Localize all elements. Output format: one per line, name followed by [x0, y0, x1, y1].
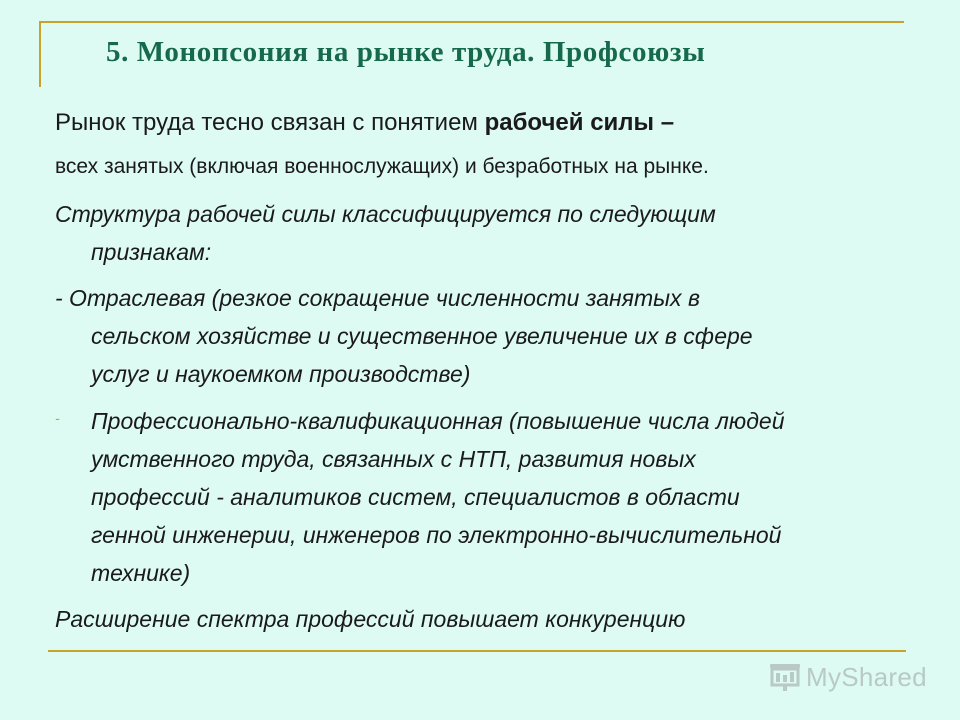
labor-force-definition: всех занятых (включая военнослужащих) и безработных на рынке.: [55, 155, 709, 178]
frame-left-line: [39, 21, 41, 87]
sectoral-line-3: услуг и наукоемком производстве): [91, 361, 471, 387]
labor-force-term: рабочей силы –: [484, 109, 675, 136]
sectoral-line-2: сельском хозяйстве и существенное увеличение их в сфере: [91, 323, 753, 349]
watermark-text: MyShared: [806, 661, 927, 692]
structure-line-1: Структура рабочей силы классифицируется по следующим: [55, 201, 716, 227]
sectoral-line-1: - Отраслевая (резкое сокращение численности занятых в: [55, 285, 700, 311]
professional-line-5: технике): [91, 560, 191, 586]
structure-line-2: признакам:: [91, 239, 212, 265]
professional-line-3: профессий - аналитиков систем, специалистов в области: [91, 484, 740, 510]
labor-market-text: Рынок труда тесно связан с понятием: [55, 109, 485, 136]
watermark-logo: [768, 657, 928, 697]
frame-top-line: [40, 21, 904, 23]
frame-bottom-line: [48, 650, 906, 652]
bullet-marker: -: [55, 410, 60, 426]
conclusion-line: Расширение спектра профессий повышает конкуренцию: [55, 606, 686, 632]
professional-line-4: генной инженерии, инженеров по электронно-вычислительной: [91, 522, 782, 548]
slide-title: 5. Монопсония на рынке труда. Профсоюзы: [106, 36, 706, 68]
professional-line-2: умственного труда, связанных с НТП, развития новых: [91, 446, 696, 472]
paragraph-labor-market: [55, 104, 905, 142]
professional-line-1: Профессионально-квалификационная (повышение числа людей: [91, 408, 785, 434]
presentation-board-icon: [768, 662, 802, 692]
